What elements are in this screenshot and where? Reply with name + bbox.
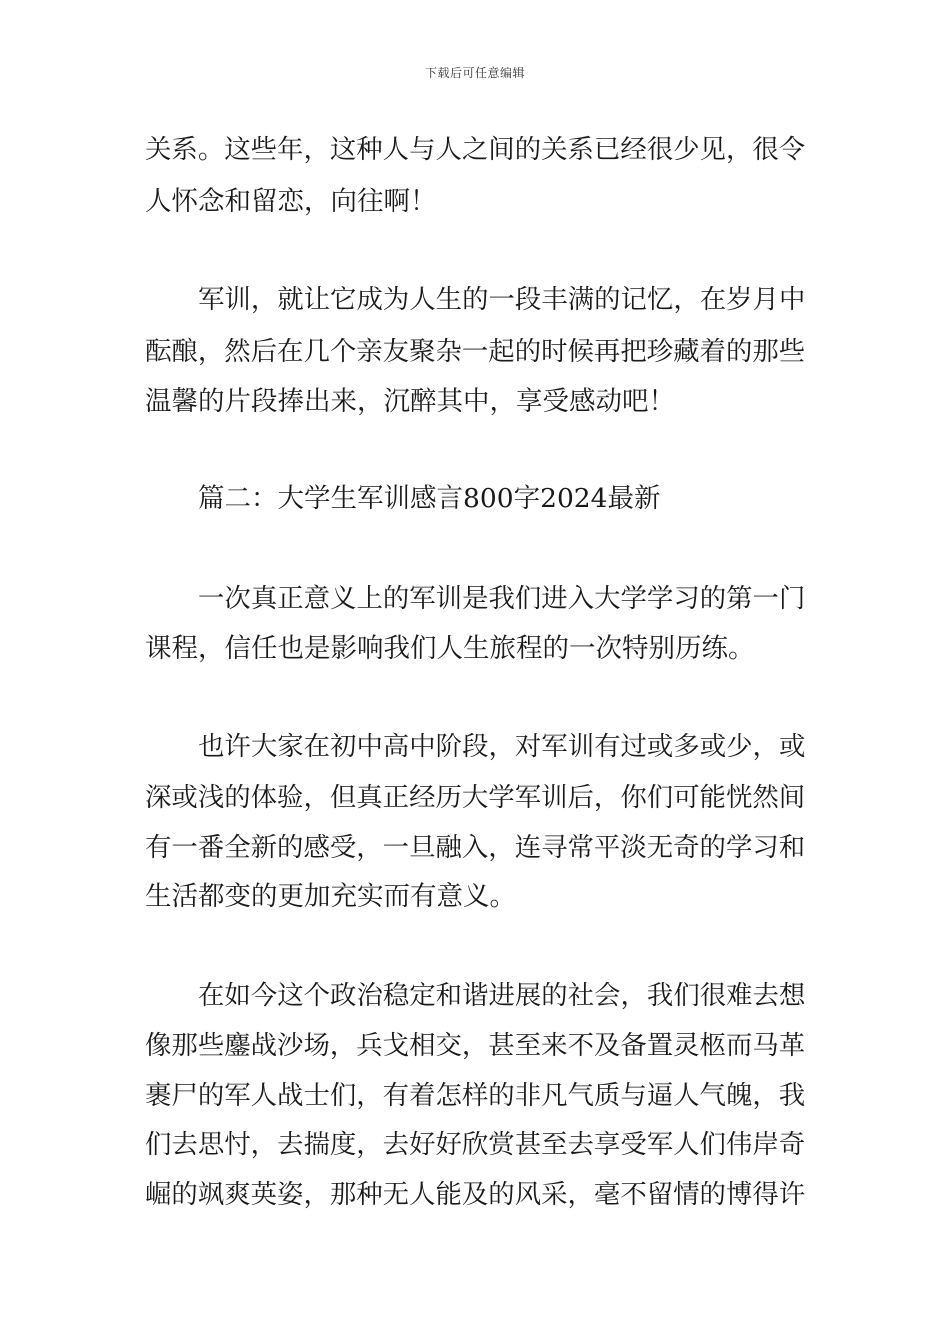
paragraph-line: 关系。这些年，这种人与人之间的关系已经很少见，很令 — [145, 134, 806, 165]
paragraph-line: 深或浅的体验，但真正经历大学军训后，你们可能恍然间 — [145, 782, 806, 813]
paragraph-line: 一次真正意义上的军训是我们进入大学学习的第一门 — [198, 583, 806, 614]
paragraph-line: 温馨的片段捧出来，沉醉其中，享受感动吧！ — [145, 386, 675, 417]
paragraph-line: 有一番全新的感受，一旦融入，连寻常平淡无奇的学习和 — [145, 832, 806, 863]
paragraph-line: 像那些鏖战沙场，兵戈相交，甚至来不及备置灵柩而马革 — [145, 1030, 806, 1061]
paragraph-line: 酝酿，然后在几个亲友聚杂一起的时候再把珍藏着的那些 — [145, 336, 806, 367]
paragraph-line: 生活都变的更加充实而有意义。 — [145, 881, 516, 912]
paragraph-line: 人怀念和留恋，向往啊！ — [145, 186, 437, 217]
paragraph-line: 军训，就让它成为人生的一段丰满的记忆，在岁月中 — [198, 284, 806, 315]
paragraph-line: 们去思忖，去揣度，去好好欣赏甚至去享受军人们伟岸奇 — [145, 1129, 806, 1160]
page-header: 下载后可任意编辑 — [424, 66, 525, 80]
paragraph-line: 也许大家在初中高中阶段，对军训有过或多或少，或 — [198, 731, 806, 762]
paragraph-line: 崛的飒爽英姿，那种无人能及的风采，毫不留情的博得许 — [145, 1179, 806, 1210]
paragraph-line: 课程，信任也是影响我们人生旅程的一次特别历练。 — [145, 633, 755, 664]
paragraph-line: 在如今这个政治稳定和谐进展的社会，我们很难去想 — [198, 980, 806, 1011]
section-title: 篇二：大学生军训感言800字2024最新 — [198, 483, 661, 514]
paragraph-line: 裹尸的军人战士们，有着怎样的非凡气质与逼人气魄，我 — [145, 1080, 806, 1111]
